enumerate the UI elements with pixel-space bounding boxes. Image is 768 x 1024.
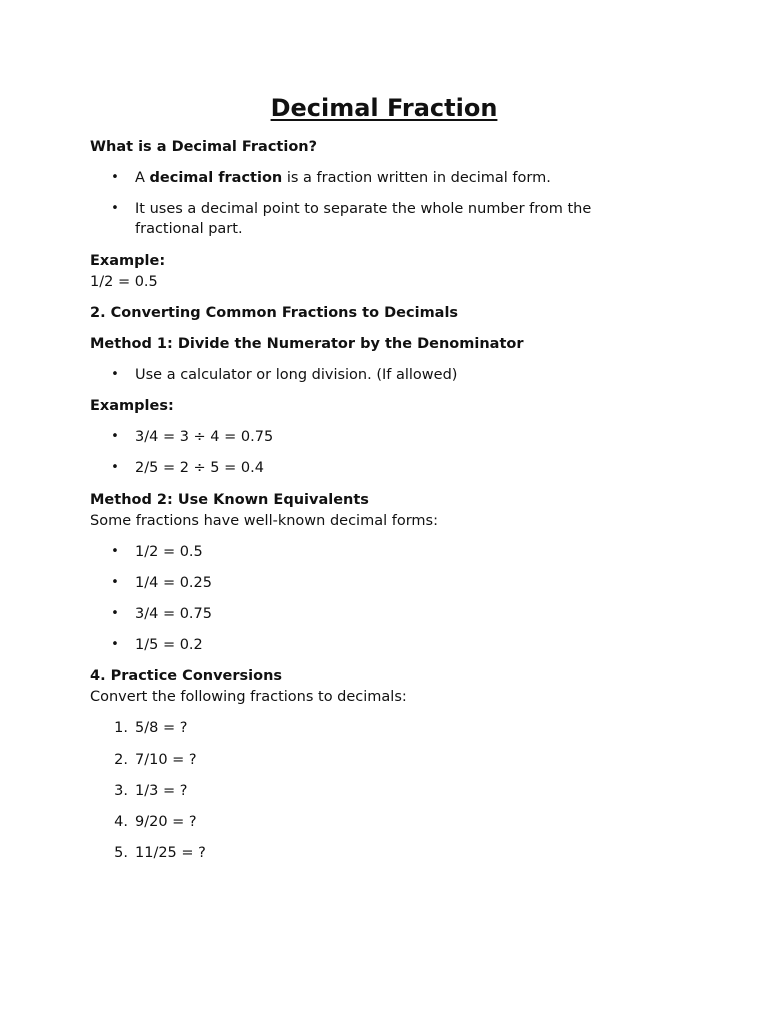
list-item-text: It uses a decimal point to separate the whole number from the fractional part.	[135, 201, 592, 237]
method2-heading: Method 2: Use Known Equivalents	[90, 492, 369, 508]
item-number: 5.	[114, 845, 128, 861]
bullet-marker: •	[111, 544, 119, 559]
text-prefix: A	[135, 170, 150, 186]
example-value: 1/2 = 0.5	[90, 274, 158, 290]
numbered-item-text: 9/20 = ?	[135, 814, 197, 830]
example-label: Example:	[90, 253, 166, 269]
numbered-item-text: 7/10 = ?	[135, 752, 197, 768]
bullet-marker: •	[111, 201, 119, 216]
bullet-marker: •	[111, 575, 119, 590]
item-number: 1.	[114, 720, 128, 736]
list-item-text: Use a calculator or long division. (If allowed)	[135, 367, 458, 383]
page-title	[0, 92, 768, 124]
list-item-text: 1/4 = 0.25	[135, 575, 212, 591]
page-title-text: Decimal Fraction	[270, 94, 498, 122]
bullet-marker: •	[111, 637, 119, 652]
list-item-text	[135, 168, 625, 188]
item-number: 3.	[114, 783, 128, 799]
item-number: 2.	[114, 752, 128, 768]
list-item-text: 1/2 = 0.5	[135, 544, 203, 560]
bullet-marker: •	[111, 460, 119, 475]
examples-label: Examples:	[90, 398, 174, 414]
section-heading-converting: 2. Converting Common Fractions to Decimals	[90, 305, 459, 321]
section-heading-practice: 4. Practice Conversions	[90, 668, 283, 684]
practice-intro: Convert the following fractions to decimals:	[90, 689, 407, 705]
bullet-marker: •	[111, 367, 119, 382]
list-item-text: 3/4 = 0.75	[135, 606, 212, 622]
method2-intro: Some fractions have well-known decimal forms:	[90, 513, 438, 529]
numbered-item-text: 5/8 = ?	[135, 720, 188, 736]
numbered-item-text: 11/25 = ?	[135, 845, 206, 861]
section-heading-what-is: What is a Decimal Fraction?	[90, 139, 318, 155]
bullet-marker: •	[111, 170, 119, 185]
item-number: 4.	[114, 814, 128, 830]
list-item-text: 2/5 = 2 ÷ 5 = 0.4	[135, 460, 264, 476]
list-item-text: 3/4 = 3 ÷ 4 = 0.75	[135, 429, 274, 445]
method1-heading: Method 1: Divide the Numerator by the Denominator	[90, 336, 524, 352]
bullet-marker: •	[111, 429, 119, 444]
bold-term: decimal fraction	[149, 170, 283, 186]
numbered-item-text: 1/3 = ?	[135, 783, 188, 799]
text-suffix: is a fraction written in decimal form.	[282, 170, 551, 186]
list-item-text: 1/5 = 0.2	[135, 637, 203, 653]
bullet-marker: •	[111, 606, 119, 621]
